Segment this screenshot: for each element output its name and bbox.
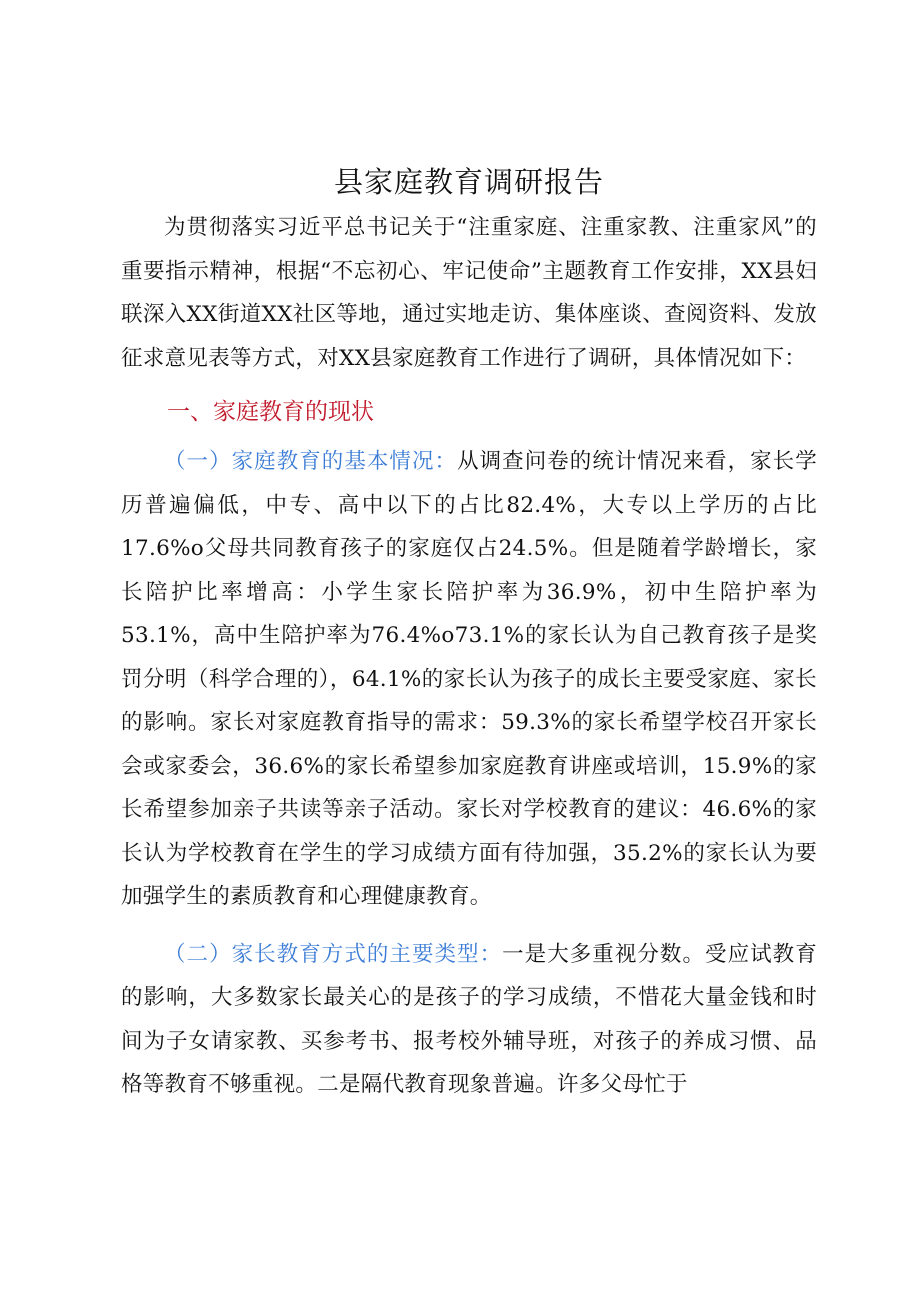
subsection-2-body: 一是大多重视分数。受应试教育的影响，大多数家长最关心的是孩子的学习成绩，不惜花大量金钱和时间为子女请家教、买参考书、报考校外辅导班，对孩子的养成习惯、品格等教育不够重视。二是隔代教育现象普遍。许多父母忙于 <box>121 941 817 1097</box>
subsection-2-paragraph <box>121 933 817 1107</box>
subsection-1-paragraph <box>121 440 817 919</box>
intro-paragraph: 为贯彻落实习近平总书记关于“注重家庭、注重家教、注重家风”的重要指示精神，根据“不忘初心、牢记使命”主题教育工作安排，XX县妇联深入XX街道XX社区等地，通过实地走访、集体座谈、查阅资料、发放征求意见表等方式，对XX县家庭教育工作进行了调研，具体情况如下： <box>121 215 817 371</box>
section-heading-1: 一、家庭教育的现状 <box>167 399 374 425</box>
document-page <box>121 158 817 1107</box>
document-title: 县家庭教育调研报告 <box>333 165 604 199</box>
paragraph-spacer <box>121 919 817 933</box>
subsection-1-body: 从调查问卷的统计情况来看，家长学历普遍偏低，中专、高中以下的占比82.4%，大专以上学历的占比17.6%o父母共同教育孩子的家庭仅占24.5%。但是随着学龄增长，家长陪护比率增高：小学生家长陪护率为36.9%，初中生陪护率为53.1%，高中生陪护率为76.4%o73.1%的家长认为自己教育孩子是奖罚分明（科学合理的），64.1%的家长认为孩子的成长主要受家庭、家长的影响。家长对家庭教育指导的需求：59.3%的家长希望学校召开家长会或家委会，36.6%的家长希望参加家庭教育讲座或培训，15.9%的家长希望参加亲子共读等亲子活动。家长对学校教育的建议：46.6%的家长认为学校教育在学生的学习成绩方面有待加强，35.2%的家长认为要加强学生的素质教育和心理健康教育。 <box>121 449 817 909</box>
subsection-1-heading: （一）家庭教育的基本情况： <box>164 449 458 474</box>
subsection-2-heading: （二）家长教育方式的主要类型： <box>164 941 503 967</box>
